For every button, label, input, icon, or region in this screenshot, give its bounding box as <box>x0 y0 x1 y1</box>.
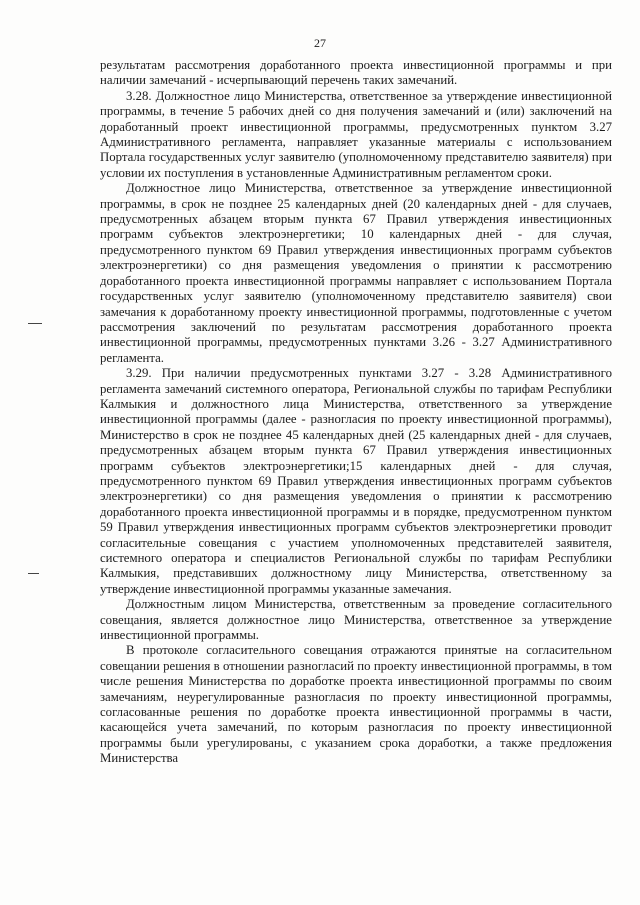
paragraph-responsible-official: Должностным лицом Министерства, ответственным за проведение согласительного совещания, является должностное лицо Министерства, ответственное за утверждение инвестиционной программы. <box>100 597 612 643</box>
paragraph-3-28: 3.28. Должностное лицо Министерства, ответственное за утверждение инвестиционной программы, в течение 5 рабочих дней со дня получения замечаний и (или) заключений на доработанный проект инвестиционной программы, предусмотренных пунктом 3.27 Административного регламента, направляет указанные материалы с использованием Портала государственных услуг заявителю (уполномоченному представителю заявителя) при условии их поступления в установленные Административным регламентом сроки. <box>100 88 612 180</box>
paragraph-protocol: В протоколе согласительного совещания отражаются принятые на согласительном совещании решения в отношении разногласий по проекту инвестиционной программы, в том числе решения Министерства по доработке проекта инвестиционной программы по своим замечаниям, неурегулированные разногласия по проекту инвестиционной программы, согласованные решения по доработке проекта инвестиционной программы в части, касающейся учета замечаний, по которым разногласия по проекту инвестиционной программы были урегулированы, с указанием срока доработки, а также предложения Министерства <box>100 643 612 766</box>
paragraph-3-28-second: Должностное лицо Министерства, ответственное за утверждение инвестиционной программы, в срок не позднее 25 календарных дней (20 календарных дней - для случаев, предусмотренных абзацем вторым пункта 67 Правил утверждения инвестиционных программ субъектов электроэнергетики; 10 календарных дней - для случая, предусмотренного пунктом 69 Правил утверждения инвестиционных программ субъектов электроэнергетики) со дня размещения уведомления о принятии к рассмотрению доработанного проекта инвестиционной программы направляет с использованием Портала государственных услуг заявителю (уполномоченному представителю заявителя) свои замечания к доработанному проекту инвестиционной программы, подготовленные с учетом рассмотрения заключений по результатам рассмотрения доработанного проекта инвестиционной программы, предусмотренных пунктами 3.26 - 3.27 Административного регламента. <box>100 181 612 365</box>
margin-mark <box>28 573 39 574</box>
document-body <box>100 58 612 767</box>
page-number: 27 <box>314 36 326 50</box>
paragraph-continuation: результатам рассмотрения доработанного проекта инвестиционной программы и при наличии замечаний - исчерпывающий перечень таких замечаний. <box>100 58 612 88</box>
paragraph-3-29: 3.29. При наличии предусмотренных пунктами 3.27 - 3.28 Административного регламента замечаний системного оператора, Региональной службы по тарифам Республики Калмыкия и должностного лица Министерства, ответственного за утверждение инвестиционной программы (далее - разногласия по проекту инвестиционной программы), Министерство в срок не позднее 45 календарных дней (25 календарных дней - для случаев, предусмотренных абзацем вторым пункта 67 Правил утверждения инвестиционных программ субъектов электроэнергетики;15 календарных дней - для случая, предусмотренного пунктом 69 Правил утверждения инвестиционных программ субъектов электроэнергетики) со дня размещения уведомления о принятии к рассмотрению доработанного проекта инвестиционной программы и в порядке, предусмотренном пунктом 59 Правил утверждения инвестиционных программ субъектов электроэнергетики проводит согласительные совещания с участием уполномоченных представителей заявителя, системного оператора и специалистов Региональной службы по тарифам Республики Калмыкия, представивших должностному лицу Министерства, ответственному за утверждение инвестиционной программы указанные замечания. <box>100 366 612 596</box>
margin-mark <box>28 323 42 324</box>
